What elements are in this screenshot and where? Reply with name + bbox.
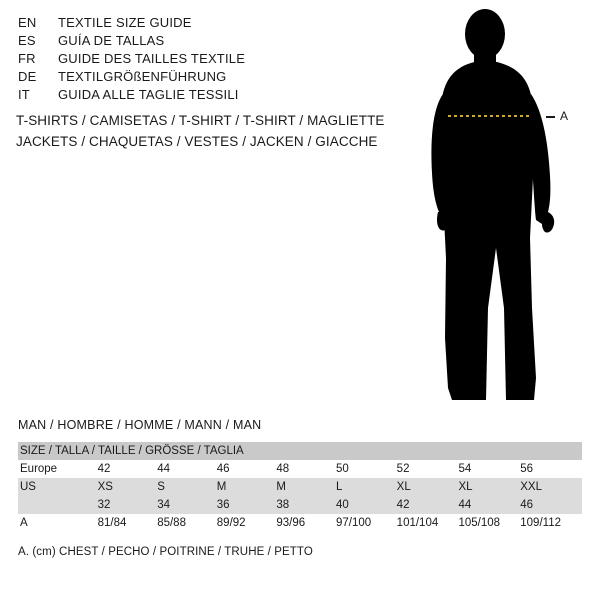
language-guide-block bbox=[18, 14, 378, 104]
cell-value: 48 bbox=[276, 460, 336, 478]
cell-value: 34 bbox=[157, 496, 217, 514]
cell-value: 44 bbox=[157, 460, 217, 478]
model-silhouette-figure bbox=[400, 8, 600, 408]
cell-value: XL bbox=[397, 478, 459, 496]
cell-value: 54 bbox=[458, 460, 520, 478]
cell-value: 109/112 bbox=[520, 514, 582, 532]
cell-value: 89/92 bbox=[217, 514, 277, 532]
cell-value: 44 bbox=[458, 496, 520, 514]
row-label-a: A bbox=[18, 514, 98, 532]
language-row bbox=[18, 86, 378, 104]
cell-value: 42 bbox=[397, 496, 459, 514]
cell-value: M bbox=[276, 478, 336, 496]
cell-value: S bbox=[157, 478, 217, 496]
category-block bbox=[16, 110, 416, 152]
footnote-chest-measure: A. (cm) CHEST / PECHO / POITRINE / TRUHE / PETTO bbox=[18, 546, 313, 558]
cell-value: 101/104 bbox=[397, 514, 459, 532]
language-row bbox=[18, 50, 378, 68]
cell-value: 105/108 bbox=[458, 514, 520, 532]
language-code: EN bbox=[18, 15, 37, 30]
cell-value: L bbox=[336, 478, 397, 496]
table-row bbox=[18, 496, 582, 514]
category-line-jackets: JACKETS / CHAQUETAS / VESTES / JACKEN / GIACCHE bbox=[16, 134, 378, 149]
cell-value: 46 bbox=[217, 460, 277, 478]
measure-marker-label: A bbox=[560, 109, 569, 123]
silhouette-body bbox=[431, 9, 554, 400]
cell-value: XS bbox=[98, 478, 158, 496]
cell-value: 93/96 bbox=[276, 514, 336, 532]
category-line-tshirts: T-SHIRTS / CAMISETAS / T-SHIRT / T-SHIRT / MAGLIETTE bbox=[16, 113, 385, 128]
cell-value: M bbox=[217, 478, 277, 496]
cell-value: 40 bbox=[336, 496, 397, 514]
cell-value: 38 bbox=[276, 496, 336, 514]
cell-value: 52 bbox=[397, 460, 459, 478]
language-code: IT bbox=[18, 87, 30, 102]
cell-value: 42 bbox=[98, 460, 158, 478]
cell-value: 32 bbox=[98, 496, 158, 514]
language-text: GUIDE DES TAILLES TEXTILE bbox=[58, 51, 246, 66]
cell-value: 85/88 bbox=[157, 514, 217, 532]
table-row bbox=[18, 514, 582, 532]
cell-value: 36 bbox=[217, 496, 277, 514]
table-row bbox=[18, 460, 582, 478]
table-title: MAN / HOMBRE / HOMME / MANN / MAN bbox=[18, 418, 262, 432]
table-row bbox=[18, 478, 582, 496]
language-text: TEXTILE SIZE GUIDE bbox=[58, 15, 192, 30]
language-code: ES bbox=[18, 33, 36, 48]
row-label-europe: Europe bbox=[18, 460, 98, 478]
language-code: FR bbox=[18, 51, 36, 66]
cell-value: 97/100 bbox=[336, 514, 397, 532]
table-header-label: SIZE / TALLA / TAILLE / GRÖSSE / TAGLIA bbox=[18, 442, 582, 460]
row-label-us: US bbox=[18, 478, 98, 496]
language-text: TEXTILGRÖßENFÜHRUNG bbox=[58, 69, 227, 84]
size-table bbox=[18, 442, 582, 532]
language-row bbox=[18, 14, 378, 32]
cell-value: 56 bbox=[520, 460, 582, 478]
table-row-header bbox=[18, 442, 582, 460]
cell-value: XL bbox=[458, 478, 520, 496]
cell-value: 81/84 bbox=[98, 514, 158, 532]
language-row bbox=[18, 68, 378, 86]
cell-value: XXL bbox=[520, 478, 582, 496]
language-code: DE bbox=[18, 69, 37, 84]
language-text: GUIDA ALLE TAGLIE TESSILI bbox=[58, 87, 239, 102]
cell-value: 46 bbox=[520, 496, 582, 514]
measure-leader-dash bbox=[546, 116, 555, 118]
row-label-blank bbox=[18, 496, 98, 514]
language-row bbox=[18, 32, 378, 50]
cell-value: 50 bbox=[336, 460, 397, 478]
language-text: GUÍA DE TALLAS bbox=[58, 33, 165, 48]
